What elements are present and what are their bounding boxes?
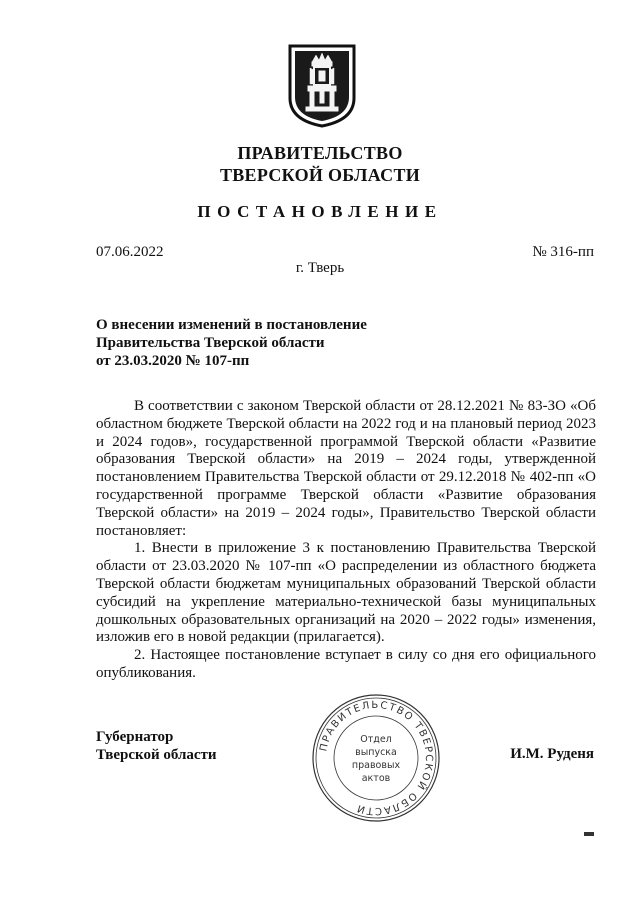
official-stamp [310, 692, 442, 824]
svg-text:ПРАВИТЕЛЬСТВО ТВЕРСКОЙ ОБЛАСТИ [318, 700, 434, 816]
document-city: г. Тверь [295, 260, 345, 276]
subject-line: Правительства Тверской области [96, 335, 325, 351]
org-name-line2: ТВЕРСКОЙ ОБЛАСТИ [219, 165, 421, 185]
document-number: № 316-пп [532, 244, 594, 260]
document-body [96, 398, 596, 683]
signatory-name: И.М. Руденя [510, 746, 594, 762]
stamp-text-line: Отдел [360, 734, 392, 745]
subject-line: от 23.03.2020 № 107-пп [96, 353, 250, 369]
signatory-position-line: Губернатор [96, 729, 174, 745]
stamp-ring-text: ПРАВИТЕЛЬСТВО ТВЕРСКОЙ ОБЛАСТИ [318, 699, 435, 817]
body-paragraph: 1. Внести в приложение 3 к постановлению Правительства Тверской области от 23.03.2020 № 107-пп «О распределении из областного бюджета Тверской области бюджетам муниципальных образований Тверской области субсидий на укрепление материально-технической базы муниципальных дошкольных образовательных организаций на 2020 – 2022 годы» изменения, изложив его в новой редакции (прилагается). [96, 540, 596, 646]
stamp-text-line: выпуска [355, 747, 397, 758]
body-paragraph: 2. Настоящее постановление вступает в силу со дня его официального опубликования. [96, 647, 596, 681]
signatory-position [96, 728, 217, 764]
scan-mark [584, 832, 594, 836]
document-subject [96, 316, 367, 370]
subject-line: О внесении изменений в постановление [96, 317, 367, 333]
stamp-text-line: актов [361, 773, 391, 784]
document-date: 07.06.2022 [96, 244, 164, 260]
org-name-line1: ПРАВИТЕЛЬСТВО [237, 143, 403, 163]
document-type: ПОСТАНОВЛЕНИЕ [197, 202, 443, 221]
stamp-text-line: правовых [351, 760, 401, 771]
signatory-position-line: Тверской области [96, 747, 217, 763]
body-paragraph: В соответствии с законом Тверской области от 28.12.2021 № 83-ЗО «Об областном бюджете Тверской области на 2022 год и на плановый период 2023 и 2024 годов», государственной программой Тверской области «Развитие образования Тверской области» на 2019 – 2024 годы, утвержденной постановлением Правительства Тверской области от 29.12.2018 № 402-пп «О государственной программе Тверской области «Развитие образования Тверской области» на 2019 – 2024 годы», Правительство Тверской области постановляет: [96, 398, 596, 539]
coat-of-arms-emblem [286, 40, 358, 128]
